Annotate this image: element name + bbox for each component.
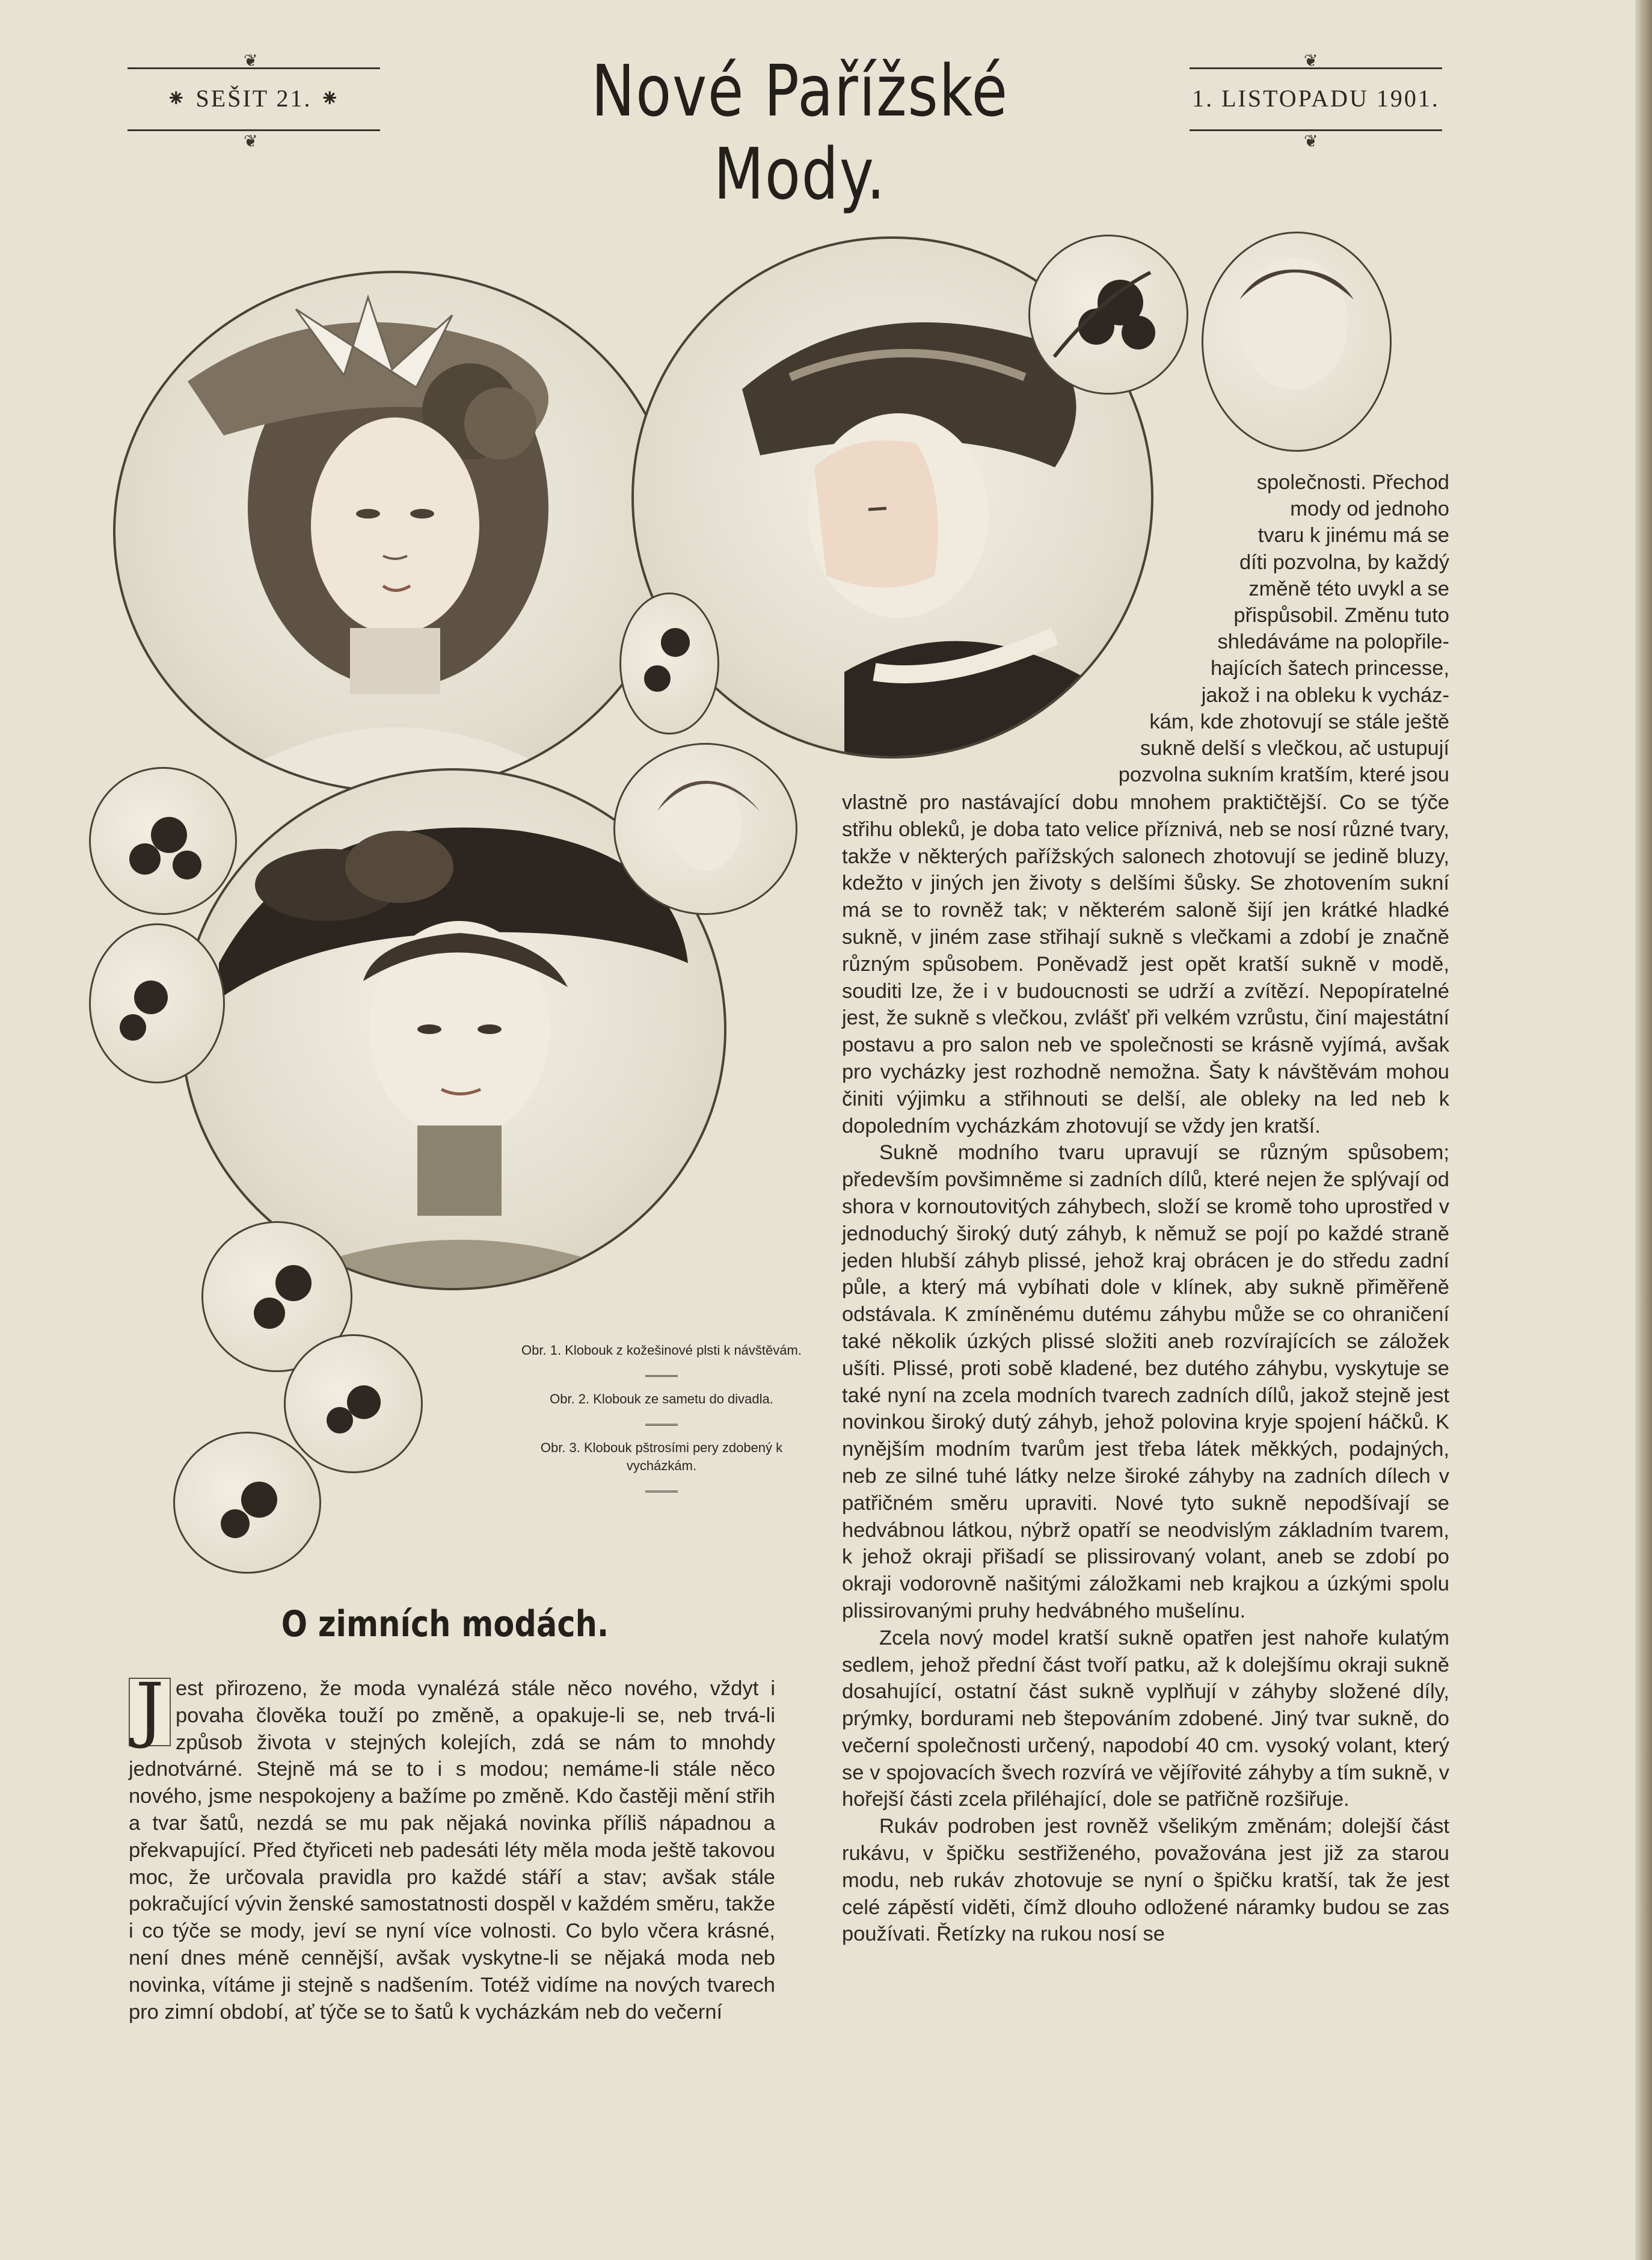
divider bbox=[645, 1424, 678, 1428]
article-paragraph: vlastně pro nastávající dobu mnohem praktičtější. Co se týče střihu obleků, je doba tato velice příznivá, neb se nosí různé tvary, takže v některých pařížských salonech zhotovují se jedině bluzy, kdežto v jiných jen životy s delšími šůsky. Se zhotovením sukní má se to rovněž tak; v některém saloně šijí jen krátké hladké sukně, v jiném zase střihají sukně s vlečkami a zdobí je značně různým spůsobem. Poněvadž jest opět kratší sukně v modě, souditi lze, že i v budoucnosti se udrží a zvítězí. Nepopíratelné jest, že sukně s vlečkou, zvlášť při velkém vzrůstu, činí majestátní postavu a pro salon neb ve společnosti se krásně vyjímá, avšak pro vycházky jest rozhodně nemožna. Šaty k návštěvám mohou činiti výjimku a střihnouti se delší, ale obleky na led neb k dopoledním vycházkám zhotovují se vždy jen kratší. bbox=[842, 791, 1449, 1138]
caption-fig-3: Obr. 3. Klobouk pštrosími pery zdobený k vycházkám. bbox=[540, 1440, 783, 1473]
floral-ornament bbox=[89, 767, 237, 915]
floral-ornament bbox=[89, 923, 225, 1083]
page-edge bbox=[1635, 0, 1652, 2260]
article-paragraph: J est přirozeno, že moda vynalézá stále něco nového, vždyt i povaha člověka touží po změně, a opakuje-li se, neb trvá-li způsob života v stejných kolejích, zdá se nám to mnohdy jednotvárné. Stejně má se to i s modou; nemáme-li stále něco nového, jsme nespokojeny a bažíme po změně. Kdo častěji mění střih a tvar šatů, nezdá se mu pak nějaká novinka příliš nápadnou a překvapující. Před čtyřiceti neb padesáti léty měla moda ještě takovou moc, že určovala pravidla pro každé stáří a stav; avšak stále pokračující vývin ženské samostatnosti dospěl v každém směru, takže i co týče se mody, jeví se nyní více volnosti. Co bylo včera krásné, není dnes méně cennější, avšak vyskytne-li se nějaká moda neb novinka, vítáme ji stejně s nadšením. Totéž vidíme na nových tvarech pro zimní období, ať týče se to šatů k vycházkám neb do večerní bbox=[129, 1667, 775, 2024]
issue-date: 1. LISTOPADU 1901. bbox=[1192, 85, 1440, 112]
asterisk-icon: ⁕ bbox=[319, 85, 342, 112]
ornament-icon: ❦ bbox=[1304, 51, 1318, 70]
ornament-icon: ❦ bbox=[1304, 131, 1318, 151]
magazine-title: Nové Pařížské Mody. bbox=[591, 49, 1009, 215]
article-heading: O zimních modách. bbox=[281, 1603, 609, 1645]
figure-captions bbox=[505, 1341, 818, 1506]
floral-ornament bbox=[619, 593, 719, 734]
floral-ornament bbox=[173, 1432, 321, 1574]
floral-ornament bbox=[284, 1334, 423, 1473]
article-left-column bbox=[129, 1667, 775, 2025]
portrait-ornament bbox=[613, 743, 797, 915]
asterisk-icon: ⁕ bbox=[166, 85, 188, 112]
caption-fig-1: Obr. 1. Klobouk z kožešinové plsti k návštěvám. bbox=[521, 1343, 802, 1358]
article-paragraph: Rukáv podroben jest rovněž všelikým změnám; dolejší část rukávu, v špičku sestřiženého, považována jest již za starou modu, neb rukáv zhotovuje se nyní o špičku kratší, tak že jest celé zápěstí viděti, čímž dlouho odložené náramky budou se zas používati. Řetízky na rukou nosí se bbox=[842, 1815, 1449, 1946]
ornament-icon: ❦ bbox=[244, 131, 258, 151]
article-paragraph: Sukně modního tvaru upravují se různým spůsobem; především povšimněme si zadních dílů, které nejen že splývají od shora v kornoutovitých záhybech, složí se kromě toho uprostřed v jednoduchý široký dutý záhyb, k němuž se pojí po každé straně jeden hlubší záhyb plissé, jehož kraj obrácen je do středu zadní půle, a který má vybíhati dole v klínek, aby sukně přiměřeně odstávala. K zmíněnému dutému záhybu může se co ohraničení také několik úzkých plissé složiti aneb rozvírajících se záložek ušíti. Plissé, proti sobě kladené, bez dutého záhybu, vyskytuje se také nyní na zcela modních tvarech zadních dílů, jakož stejně jest novinkou široký dutý záhyb, jehož polovina kryje spojení háčků. K nynějším modním tvarům jest třeba látek měkkých, podajných, neb ze silné tuhé látky nelze široké záhyby na zadních dílech v patřičném směru upraviti. Nové tyto sukně nepodšívají se hedvábnou látkou, nýbrž opatří se neodvislým základním tvarem, k jehož okraji přišadí se plissirovaný volant, aneb se zdobí po okraji vodorovně našitými záložkami neb krajkou a úzkými spolu plissirovanými pruhy hedvábného mušelínu. bbox=[842, 1141, 1449, 1622]
portrait-ornament bbox=[1202, 232, 1392, 452]
article-right-column-top: společnosti. Přechod mody od jednoho tvaru k jinému má se díti pozvolna, by každý změně této uvykl a se přispůsobil. Změnu tuto shledáváme na polopřile- hajících šatech princesse, jakož i na obleku k vycház- kám, kde zhotovují se stále ještě sukně delší s vlečkou, ač ustupují pozvolna sukním kratším, které jsou bbox=[1118, 471, 1449, 787]
article-right-column bbox=[842, 789, 1449, 1948]
drop-cap: J bbox=[129, 1678, 171, 1746]
divider bbox=[645, 1375, 678, 1379]
article-paragraph: Zcela nový model kratší sukně opatřen jest nahoře kulatým sedlem, jehož přední část tvoří patku, až k dolejšímu okraji sukně dosahující, ostatní část sukně vyplňují v záhyby složené díly, prýmky, bordurami neb štepováním zdobené. Jiný tvar sukně, do večerní společnosti určený, napodobí 40 cm. vysoký volant, který se v spojovacích švech rozvírá ve vějířovité záhyby a tím sukně, v hořejší části zcela přiléhající, dole se patřičně rozšiřuje. bbox=[842, 1626, 1449, 1811]
illustration-hat-1 bbox=[113, 271, 677, 793]
ornament-icon: ❦ bbox=[244, 51, 258, 70]
issue-number: ⁕ SEŠIT 21. ⁕ bbox=[166, 85, 342, 112]
header bbox=[0, 0, 1652, 215]
floral-ornament bbox=[1028, 235, 1188, 395]
caption-fig-2: Obr. 2. Klobouk ze sametu do divadla. bbox=[550, 1391, 773, 1406]
divider bbox=[645, 1491, 678, 1495]
